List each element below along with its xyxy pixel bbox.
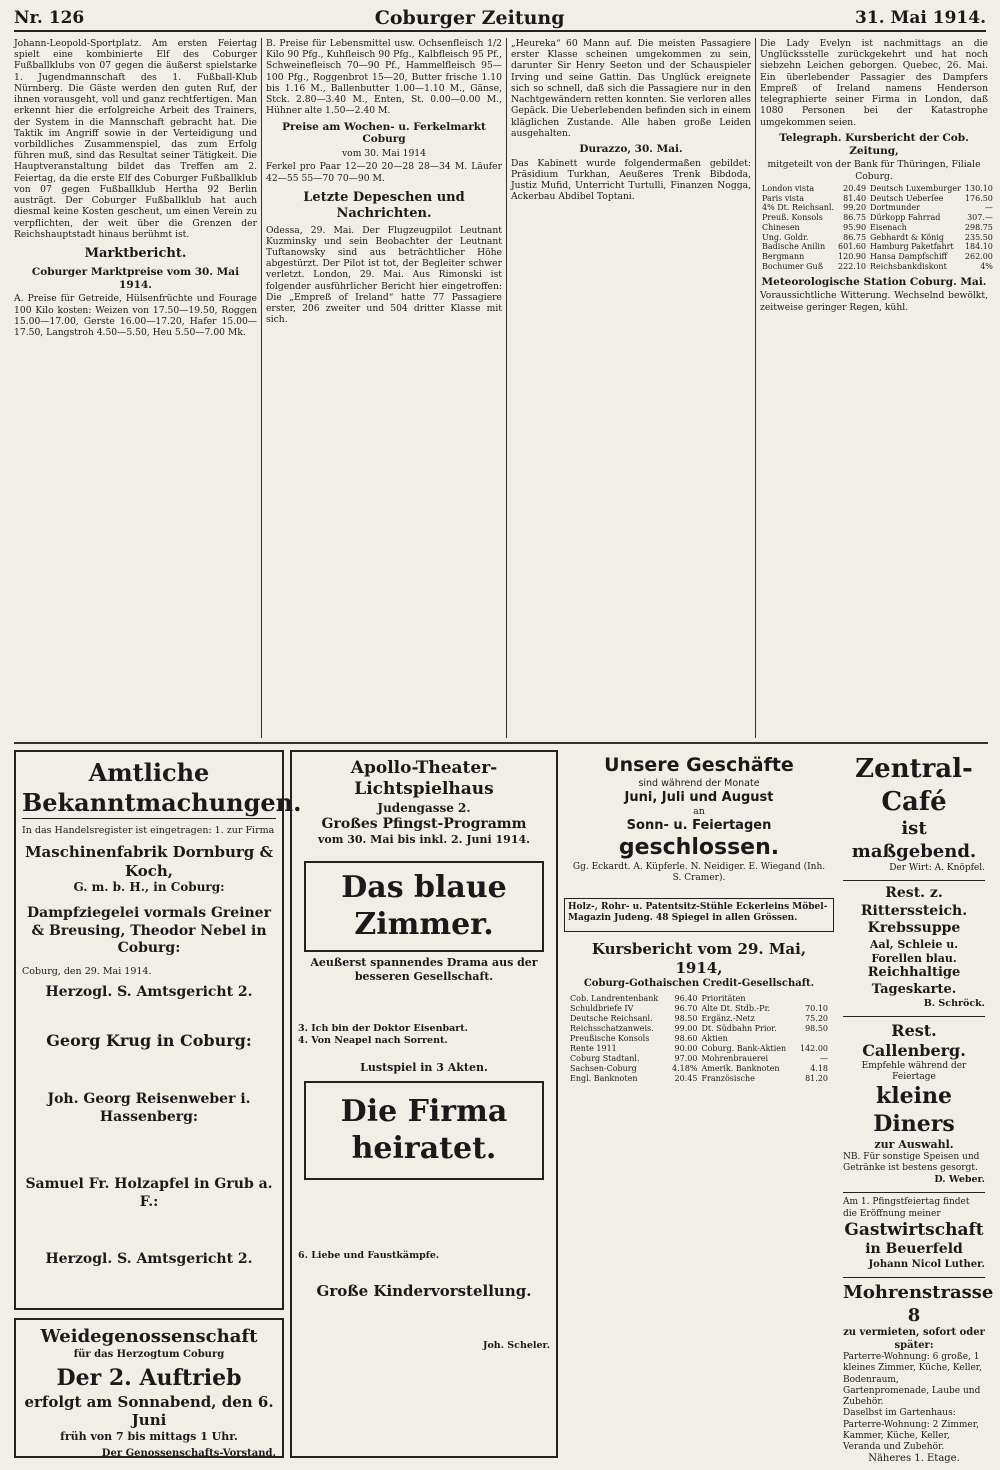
article-column-4 [760, 38, 993, 738]
table-cell: Prioritäten [701, 994, 746, 1003]
closing-line-1: sind während der Monate [638, 777, 760, 789]
firm-1: Maschinenfabrik Dornburg & Koch, [24, 842, 274, 880]
wg-signature: Der Genossenschafts-Vorstand. [101, 1447, 276, 1459]
table-cell: 99.00 [674, 1024, 698, 1033]
program-title: Großes Pfingst-Programm [321, 815, 527, 832]
furniture-ad [564, 898, 834, 932]
stock-table [760, 184, 995, 272]
table-row [568, 1034, 830, 1044]
table-cell: 90.00 [674, 1044, 698, 1053]
kursbericht-heading: Telegraph. Kursbericht der Cob. Zeitung, [779, 131, 969, 157]
table-cell: Ergänz.-Netz [701, 1014, 755, 1023]
notices-title: Amtliche Bekanntmachungen. [22, 758, 302, 817]
table-row [568, 1074, 830, 1084]
table-cell: Dortmunder [870, 203, 920, 213]
table-row [760, 184, 995, 194]
table-cell: London vista [762, 183, 815, 193]
food-prices: B. Preise für Lebensmittel usw. Ochsenfleisch 1/2 Kilo 90 Pfg., Kuhfleisch 90 Pfg., Kalbfleisch 95 Pf., Schweinefleisch 70—90 Pf., Hammelfleisch 95—100 Pfg., Roggenbrot 15—20, Butter frische 1.10 bis 1.16 M., Ballenbutter 1.00—1.10 M., Gänse, Stck. 2.80—3.40 M., Enten, St. 0.00—0.00 M., Hühner alte 1.50—2.40 M. [266, 38, 502, 117]
table-row [568, 1014, 830, 1024]
table-cell: 176.50 [964, 193, 993, 203]
table-cell: 120.90 [838, 252, 867, 262]
closing-notice-ad [564, 750, 834, 895]
table-row [760, 262, 995, 272]
table-cell: Preußische Konsols [570, 1034, 650, 1043]
parterre: Parterre-Wohnung: 6 große, 1 kleines Zimmer, Küche, Keller, Bodenraum, Gartenpromenade, Laube und Zubehör. [843, 1352, 982, 1407]
table-cell: Amerik. Banknoten [701, 1064, 780, 1073]
article-column-3 [511, 38, 751, 738]
wg-line-2: erfolgt am Sonnabend, den 6. Juni [24, 1392, 274, 1430]
news-text: Odessa, 29. Mai. Der Flugzeugpilot Leutnant Kuzminsky und sein Beobachter der Leutnant Tuftanowsky sind aus beträchtlicher Höhe abgestürzt. Der Pilot ist tot, der Begleiter schwer verletzt. London, 29. Mai. Aus Rimonski ist folgender ausführlicher Bericht hier eingetroffen: Die „Empreß of Ireland“ hatte 77 Passagiere erster, 206 zweiter und 504 dritter Klasse mit sich. [266, 224, 502, 326]
wg-subtitle: für das Herzogtum Coburg [73, 1348, 225, 1360]
table-cell: 98.60 [674, 1034, 698, 1043]
rest-2-feier: Empfehle während der Feiertage [861, 1060, 967, 1082]
kursbericht-ad [564, 936, 834, 1458]
table-cell [795, 994, 830, 1004]
theater-title: Apollo-Theater-Lichtspielhaus [350, 758, 498, 800]
table-cell: Dt. Südbahn Prior. [701, 1024, 777, 1033]
closing-title: Unsere Geschäfte [604, 754, 794, 776]
newspaper-title: Coburger Zeitung [374, 7, 565, 29]
rest-1-krebs: Krebssuppe [867, 920, 961, 937]
table-cell: 20.49 [843, 183, 867, 193]
table-cell: Ung. Goldr. [762, 232, 809, 242]
durazzo-heading: Durazzo, 30. Mai. [579, 142, 683, 155]
ferkel-date: vom 30. Mai 1914 [341, 148, 426, 160]
table-cell: 96.70 [674, 1004, 698, 1013]
mohrenstrasse-title: Mohrenstrasse 8 [843, 1277, 985, 1327]
ferkel-heading: Preise am Wochen- u. Ferkelmarkt Coburg [282, 120, 486, 146]
firm-4: Joh. Georg Reisenweber i. Hassenberg: [47, 1091, 251, 1125]
table-cell: 75.20 [805, 1014, 828, 1023]
table-cell: Eisenach [870, 222, 907, 232]
table-cell: 184.10 [964, 242, 993, 252]
table-cell: Deutsch Luxemburger [870, 183, 961, 193]
table-row [760, 242, 995, 252]
film-1-title: Das blaue Zimmer. [304, 861, 544, 952]
table-cell: 130.10 [964, 183, 993, 193]
court-signature: Herzogl. S. Amtsgericht 2. [45, 983, 253, 1000]
court-signature-2: Herzogl. S. Amtsgericht 2. [45, 1251, 253, 1268]
table-cell: 20.45 [674, 1074, 698, 1083]
market-subheading: Coburger Marktpreise vom 30. Mai 1914. [31, 265, 240, 291]
children-show: Große Kindervorstellung. [316, 1281, 532, 1300]
item-4: 4. Von Neapel nach Sorrent. [298, 1035, 448, 1047]
table-cell: 96.40 [674, 994, 698, 1003]
firm-2: Dampfziegelei vormals Greiner & Breusing, Theodor Nebel in Coburg: [27, 905, 271, 957]
vermieten: zu vermieten, sofort oder später: [843, 1327, 985, 1351]
theater-signature: Joh. Scheler. [482, 1340, 550, 1352]
weather-heading: Meteorologische Station Coburg. Mai. [761, 275, 987, 288]
firm-5: Samuel Fr. Holzapfel in Grub a. F.: [25, 1176, 273, 1210]
film-1-desc: Aeußerst spannendes Drama aus der besseren Gesellschaft. [310, 955, 538, 983]
table-cell: 4.18 [810, 1064, 828, 1073]
gastwirtschaft: Gastwirtschaft [844, 1219, 984, 1240]
table-cell: Badische Anilin [762, 242, 826, 252]
apollo-theater-ad [290, 750, 558, 1458]
section-divider [14, 742, 988, 744]
kurs-title: Kursbericht vom 29. Mai, 1914, [591, 940, 807, 977]
table-cell: Mohrenbrauerei [701, 1054, 769, 1063]
table-cell: Chinesen [762, 222, 800, 232]
table-cell [795, 1034, 830, 1044]
closing-shops: Gg. Eckardt. A. Küpferle. N. Neidiger. E. Wiegand (Inh. S. Cramer). [572, 861, 826, 883]
table-cell: 222.10 [838, 261, 867, 271]
kurs-subtitle: Coburg-Gothaischen Credit-Gesellschaft. [583, 977, 815, 989]
cafe-title: Zentral-Café [855, 754, 973, 817]
rest-1-karte: Reichhaltige Tageskarte. [867, 965, 961, 997]
table-cell: Bergmann [762, 252, 805, 262]
rest-1-signature: B. Schröck. [923, 997, 985, 1009]
table-cell: Bochumer Guß [762, 261, 824, 271]
beuerfeld: in Beuerfeld [865, 1241, 963, 1257]
table-cell: Reichsschatzanweis. [570, 1024, 654, 1033]
table-row [568, 1044, 830, 1054]
column-divider [261, 38, 262, 738]
table-cell: 86.75 [843, 213, 867, 223]
table-cell: 98.50 [805, 1024, 828, 1033]
table-cell: Alte Dt. Stdb.-Pr. [701, 1004, 771, 1013]
table-row [760, 203, 995, 213]
gartenhaus: Daselbst im Gartenhaus: Parterre-Wohnung: 2 Zimmer, Kammer, Küche, Keller, Veranda und Zubehör. [843, 1408, 979, 1452]
item-6: 6. Liebe und Faustkämpfe. [298, 1249, 440, 1261]
table-row [568, 1024, 830, 1034]
table-row [760, 194, 995, 204]
official-notices [14, 750, 302, 1310]
table-cell: 99.20 [843, 203, 867, 213]
program-dates: vom 30. Mai bis inkl. 2. Juni 1914. [318, 833, 530, 846]
rest-2-ausw: zur Auswahl. [874, 1138, 954, 1152]
table-cell: — [820, 1054, 828, 1063]
table-row [568, 1054, 830, 1064]
table-row [568, 994, 830, 1004]
table-row [760, 223, 995, 233]
issue-date: 31. Mai 1914. [855, 8, 986, 28]
rest-2-signature: D. Weber. [934, 1174, 985, 1186]
disaster-report: „Heureka“ 60 Mann auf. Die meisten Passagiere erster Klasse scheinen umgekommen zu sein, darunter Sir Henry Seeton und der Schauspieler Irving und seine Gattin. Das Unglück ereignete sich so schnell, daß sich die Passagiere nur in den Nachtgewändern retten konnten. Sie verloren alles Gepäck. Die Ueberlebenden befinden sich in einem kläglichen Zustande. Alle haben große Leiden ausgehalten. [511, 38, 751, 139]
table-cell: 4.18% [672, 1064, 698, 1073]
notice-date: Coburg, den 29. Mai 1914. [22, 965, 152, 977]
table-cell: Schuldbriefe IV [570, 1004, 634, 1013]
table-cell: Coburg. Bank-Aktien [701, 1044, 787, 1053]
closing-line-4: Sonn- u. Feiertagen [626, 817, 772, 833]
table-cell: 298.75 [964, 222, 993, 232]
furniture-text: Holz-, Rohr- u. Patentsitz-Stühle Eckerleins Möbel-Magazin Judeng. 48 Spiegel in allen Grössen. [568, 902, 828, 924]
table-cell: Französische [701, 1074, 755, 1083]
wg-line-3: früh von 7 bis mittags 1 Uhr. [60, 1430, 238, 1443]
rest-1-fish: Aal, Schleie u. Forellen blau. [869, 937, 959, 965]
closing-line-5: geschlossen. [618, 835, 780, 860]
table-cell: 262.00 [964, 252, 993, 262]
film-2-desc: Lustspiel in 3 Akten. [360, 1061, 488, 1074]
restaurant-column [840, 750, 994, 1465]
table-cell: Paris vista [762, 193, 804, 203]
column-divider [506, 38, 507, 738]
sport-article: Johann-Leopold-Sportplatz. Am ersten Feiertag spielt eine kombinierte Elf des Coburger Fußballklubs von 07 gegen die äußerst spielstarke 1. Jugendmannschaft des 1. Fußball-Klub Nürnberg. Die Gäste werden den guten Ruf, der ihnen vorausgeht, voll und ganz rechtfertigen. Man erkennt hier die erfolgreiche Arbeit des Trainers, der System in die Mannschaft gebracht hat. Die Taktik im Angriff sowie in der Verteidigung und vorbildliches Zusammenspiel, das zum Erfolg führen muß, sind das Resultat seiner Tätigkeit. Die Hauptveranstaltung bildet das Treffen am 2. Feiertag, da die erste Elf des Coburger Fußballklub von 07 gegen Fußballklub Hertha 92 Berlin austrägt. Der Coburger Fußballklub hat auch diesmal keine Kosten gescheut, um einen Verein zu verpflichten, der weit über die Grenzen der Reichshauptstadt hinaus berühmt ist. [14, 38, 257, 240]
kursbericht-sub: mitgeteilt von der Bank für Thüringen, Filiale Coburg. [767, 159, 981, 182]
item-3: 3. Ich bin der Doktor Eisenbart. [298, 1023, 468, 1035]
masthead [14, 6, 986, 32]
wg-title: Weidegenossenschaft [40, 1326, 258, 1347]
table-cell: Sachsen-Coburg [570, 1064, 637, 1073]
eroeffnung-text: Am 1. Pfingstfeiertag findet die Eröffnung meiner [843, 1192, 985, 1220]
wg-line-1: Der 2. Auftrieb [56, 1365, 242, 1391]
table-cell: Deutsch Ueberſee [870, 193, 944, 203]
table-cell: 97.00 [674, 1054, 698, 1063]
table-cell: Preuß. Konsols [762, 213, 823, 223]
weidegenossenschaft-ad [14, 1318, 284, 1458]
table-cell: 142.00 [800, 1044, 828, 1053]
rest-2-diners: kleine Diners [873, 1083, 955, 1137]
table-cell: 98.50 [674, 1014, 698, 1023]
table-cell: 81.40 [843, 193, 867, 203]
table-cell: Engl. Banknoten [570, 1074, 638, 1083]
notices-intro: In das Handelsregister ist eingetragen: 1. zur Firma [22, 825, 275, 836]
table-cell: 4% [980, 261, 993, 271]
table-cell: Gebhardt & König [870, 232, 944, 242]
firm-3: Georg Krug in Coburg: [46, 1031, 252, 1051]
table-cell: — [984, 203, 993, 213]
column-divider [755, 38, 756, 738]
durazzo-news: Das Kabinett wurde folgendermaßen gebildet: Präsidium Turkhan, Aeußeres Trenk Bibdoda, Justiz Mufid, Unterricht Turtulli, Finanzen Nogga, Ackerbau Abdibel Toptani. [511, 157, 751, 203]
etage: Näheres 1. Etage. [868, 1453, 960, 1465]
cafe-subtitle: ist maßgebend. [851, 818, 977, 862]
firm-1-location: G. m. b. H., in Coburg: [73, 880, 225, 895]
table-cell: Coburg Stadtanl. [570, 1054, 640, 1063]
article-column-1 [14, 38, 257, 738]
film-2-title: Die Firma heiratet. [304, 1081, 544, 1180]
table-cell: 70.10 [805, 1004, 828, 1013]
ferkel-prices: Ferkel pro Paar 12—20 20—28 28—34 M. Läufer 42—55 55—70 70—90 M. [266, 161, 502, 184]
table-cell: Hansa Dampfschiff [870, 252, 948, 262]
table-cell: 307.— [967, 213, 993, 223]
table-row [568, 1064, 830, 1074]
table-row [760, 213, 995, 223]
table-cell: 235.50 [964, 232, 993, 242]
table-cell: 601.60 [838, 242, 867, 252]
table-cell: 86.75 [843, 232, 867, 242]
table-cell: Hamburg Paketfahrt [870, 242, 954, 252]
theater-address: Judengasse 2. [377, 800, 471, 815]
table-cell: Aktien [701, 1034, 728, 1043]
table-cell: 4% Dt. Reichsanl. [762, 203, 835, 213]
news-heading: Letzte Depeschen und Nachrichten. [303, 189, 465, 221]
article-column-2 [266, 38, 502, 738]
weather-forecast: Voraussichtliche Witterung. Wechselnd bewölkt, zeitweise geringer Regen, kühl. [760, 290, 988, 313]
issue-number: Nr. 126 [14, 8, 85, 28]
cafe-owner: Der Wirt: A. Knöpfel. [889, 863, 985, 873]
market-prices: A. Preise für Getreide, Hülsenfrüchte und Fourage 100 Kilo kosten: Weizen von 17.50—19.50, Roggen 15.00—17.00, Gerste 16.00—17.20, Hafer 15.00—17.50, Langstroh 4.50—5.50, Heu 5.50—7.00 Mk. [14, 293, 257, 339]
rest-2-title: Rest. Callenberg. [843, 1016, 985, 1061]
market-heading: Marktbericht. [84, 245, 187, 261]
table-row [568, 1004, 830, 1014]
table-row [760, 233, 995, 243]
closing-line-2: Juni, Juli und August [624, 789, 774, 805]
table-cell: Deutsche Reichsanl. [570, 1014, 653, 1023]
rest-2-nb: NB. Für sonstige Speisen und Getränke ist bestens gesorgt. [843, 1151, 980, 1174]
table-cell: Dürkopp Fahrrad [870, 213, 941, 223]
closing-line-3: an [693, 805, 705, 817]
table-cell: Cob. Landrentenbank [570, 994, 659, 1003]
table-cell: 95.90 [843, 222, 867, 232]
kurs-table [568, 994, 830, 1084]
table-row [760, 252, 995, 262]
table-cell: 81.20 [805, 1074, 828, 1083]
luther-signature: Johann Nicol Luther. [868, 1258, 985, 1270]
lady-evelyn-report: Die Lady Evelyn ist nachmittags an die Unglücksstelle zurückgekehrt und hat noch siebzehn Leichen geborgen. Quebec, 26. Mai. Ein überlebender Passagier des Dampfers Empreß of Ireland namens Henderson telegraphierte seiner Firma in London, daß 1080 Personen bei der Katastrophe umgekommen seien. [760, 38, 988, 128]
table-cell: Rente 1911 [570, 1044, 617, 1053]
rest-1-title: Rest. z. Ritterssteich. [843, 880, 985, 920]
table-cell: Reichsbankdiskont [870, 261, 947, 271]
